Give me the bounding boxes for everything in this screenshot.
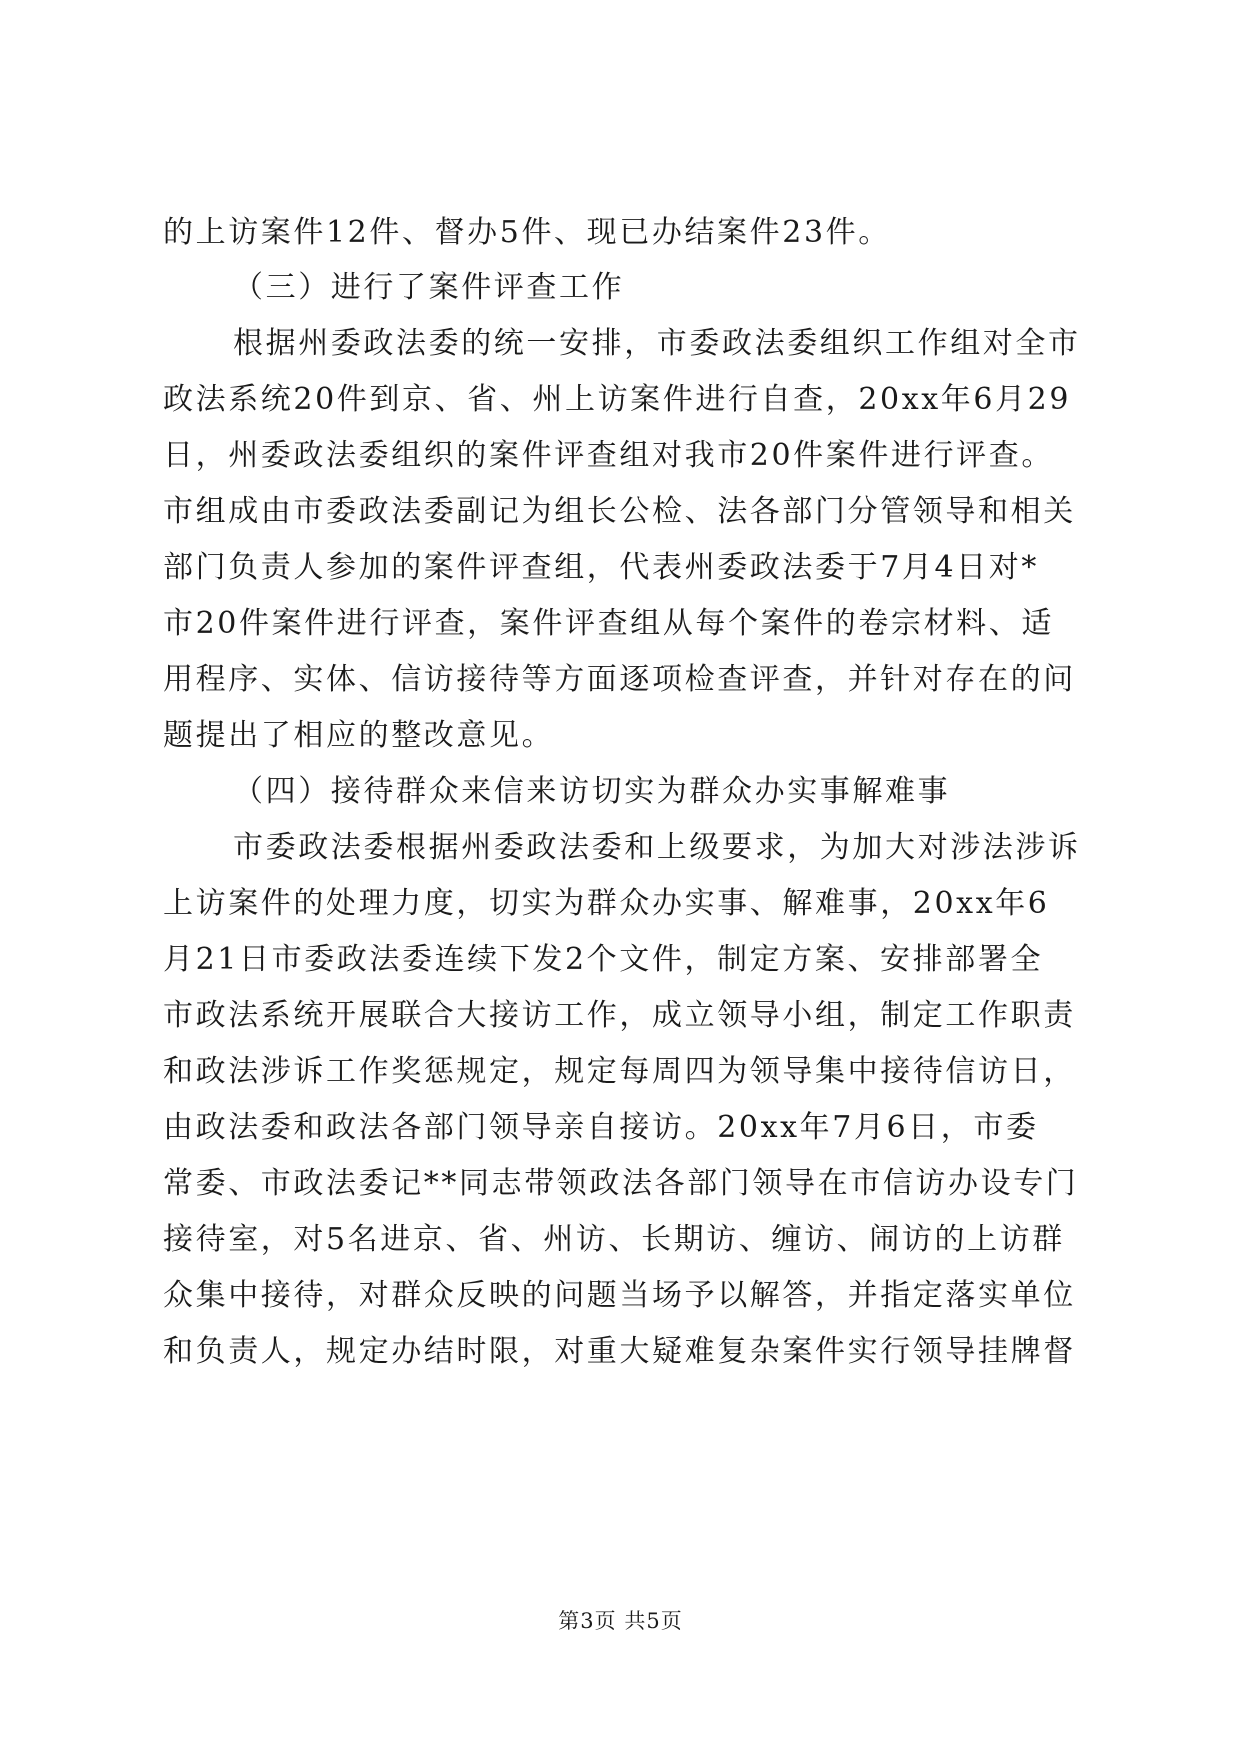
section-heading: （三）进行了案件评查工作 [233,270,625,305]
text-line: 市20件案件进行评查，案件评查组从每个案件的卷宗材料、适 [163,606,1054,641]
text-line: 接待室，对5名进京、省、州访、长期访、缠访、闹访的上访群 [163,1222,1065,1257]
text-line: 政法系统20件到京、省、州上访案件进行自查，20xx年6月29 [163,382,1072,417]
text-line: 众集中接待，对群众反映的问题当场予以解答，并指定落实单位 [163,1278,1076,1313]
text-line: 常委、市政法委记**同志带领政法各部门领导在市信访办设专门 [163,1166,1079,1201]
text-line: 用程序、实体、信访接待等方面逐项检查评查，并针对存在的问 [163,662,1076,697]
text-line: 市委政法委根据州委政法委和上级要求，为加大对涉法涉诉 [233,830,1081,865]
text-line: 由政法委和政法各部门领导亲自接访。20xx年7月6日，市委 [163,1110,1039,1145]
text-line: 市政法系统开展联合大接访工作，成立领导小组，制定工作职责 [163,998,1076,1033]
text-line: 和负责人，规定办结时限，对重大疑难复杂案件实行领导挂牌督 [163,1334,1076,1369]
text-line: 的上访案件12件、督办5件、现已办结案件23件。 [163,215,891,250]
text-line: 根据州委政法委的统一安排，市委政法委组织工作组对全市 [233,326,1081,361]
text-line: 市组成由市委政法委副记为组长公检、法各部门分管领导和相关 [163,494,1076,529]
text-line: 月21日市委政法委连续下发2个文件，制定方案、安排部署全 [163,942,1044,977]
text-line: 和政法涉诉工作奖惩规定，规定每周四为领导集中接待信访日， [163,1054,1076,1089]
text-line: 题提出了相应的整改意见。 [163,718,555,753]
text-line: 部门负责人参加的案件评查组，代表州委政法委于7月4日对* [163,550,1039,585]
text-line: 日，州委政法委组织的案件评查组对我市20件案件进行评查。 [163,438,1054,473]
page-number-footer: 第3页 共5页 [558,1609,683,1633]
text-line: 上访案件的处理力度，切实为群众办实事、解难事，20xx年6 [163,886,1050,921]
section-heading: （四）接待群众来信来访切实为群众办实事解难事 [233,774,951,809]
